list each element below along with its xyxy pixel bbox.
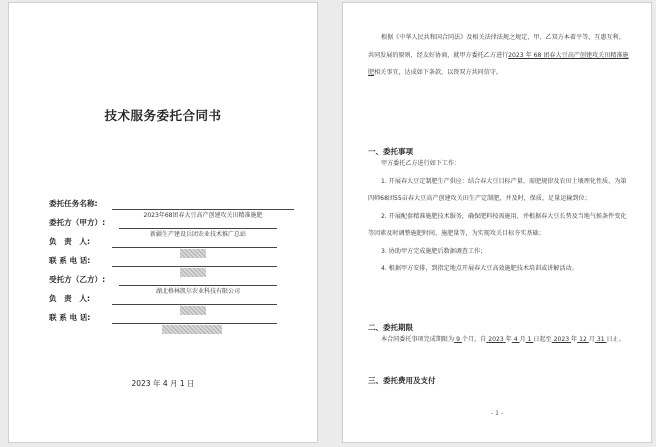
field-label: 联 系 电 话: xyxy=(49,256,91,265)
contract-cover-page xyxy=(8,2,318,443)
field-client-responsible xyxy=(49,236,289,250)
section-heading: 一、委托事项 xyxy=(368,147,413,156)
contract-body-page xyxy=(342,2,652,443)
section-heading: 二、委托期限 xyxy=(368,323,413,332)
section-heading: 三、委托费用及支付 xyxy=(368,376,436,385)
document-title: 技术服务委托合同书 xyxy=(104,108,222,123)
section-1-body xyxy=(368,155,630,278)
page-number: - 1 - xyxy=(491,410,503,417)
field-line xyxy=(119,285,277,295)
list-item: 3. 协助甲方完成施肥后数据调查工作； xyxy=(381,247,487,255)
field-label: 负 责 人: xyxy=(49,237,91,246)
field-value: 湖北格林凯尔农业科技有限公司 xyxy=(155,288,240,295)
field-label: 委托任务名称: xyxy=(49,199,98,208)
field-line xyxy=(112,266,277,267)
section-lead: 甲方委托乙方进行如下工作： xyxy=(381,160,461,167)
field-contractor-responsible xyxy=(49,293,289,307)
period-paragraph: 本合同委托事项完成期限为 9 个月，自 2023 年 4 月 1 日起至 2023 年 12 月 31 日止。 xyxy=(381,336,625,343)
intro-paragraph: 根据《中华人民共和国合同法》及相关法律法规之规定，甲、乙双方本着平等、互惠互利、共同发展的原则，经友好协商，就甲方委托乙方进行2023 年 68 团春大豆高产创建攻关田精准施肥相关事宜，达成如下条款，以资双方共同信守。 xyxy=(368,34,629,76)
field-value: 新疆生产建设兵团农业技术推广总站 xyxy=(149,231,246,238)
list-item: 4. 根据甲方安排，到指定地点开展春大豆高效施肥技术培训或讲解活动。 xyxy=(381,265,578,272)
field-value: 2023年68团春大豆高产创建攻关田精准施肥 xyxy=(143,212,263,219)
field-label: 联 系 电 话: xyxy=(49,313,91,322)
field-line xyxy=(119,228,277,238)
field-client xyxy=(49,217,289,238)
redacted-block xyxy=(162,325,222,334)
field-line xyxy=(112,209,294,219)
field-task-name xyxy=(49,198,289,219)
list-item: 1. 开展春大豆定制肥生产供应：结合春大豆目标产量、需肥规律及农田土壤理化性质，为第四师68团55亩春大豆高产创建攻关田生产定制肥，并及时，保质、足量运输到位； xyxy=(368,177,627,202)
field-client-phone xyxy=(49,255,289,269)
list-item: 2. 开展配套精准施肥技术服务，确保肥料按需施用，并根据春大豆长势及当地气候条件变化等因素及时调整施肥时间、施肥量等，为实现攻关目标夯实基础； xyxy=(368,212,627,237)
field-label: 委托方（甲方）: xyxy=(49,218,106,227)
field-label: 受托方（乙方）: xyxy=(49,275,106,284)
field-line xyxy=(112,304,277,305)
field-label: 负 责 人: xyxy=(49,294,91,303)
field-line xyxy=(112,247,277,248)
field-contractor-phone xyxy=(49,312,289,326)
field-line xyxy=(112,323,277,324)
signing-date: 2023 年 4 月 1 日 xyxy=(131,379,195,388)
project-name-underlined: 2023 年 68 团春大豆高产创建攻关田精准施肥 xyxy=(368,51,629,76)
field-contractor xyxy=(49,274,289,295)
